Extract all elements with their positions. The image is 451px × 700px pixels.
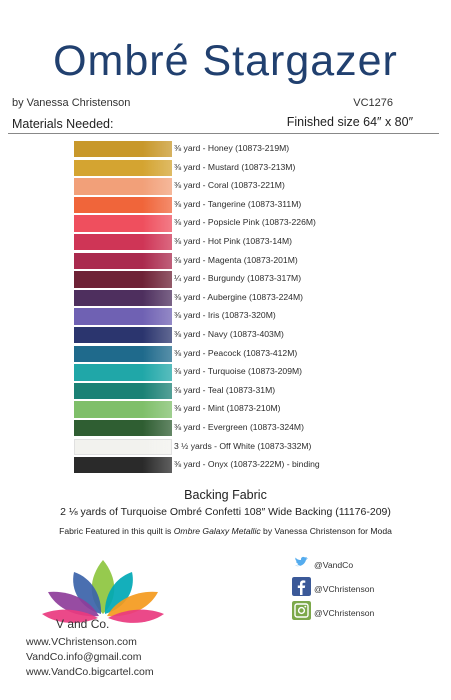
fabric-swatch bbox=[74, 439, 172, 455]
fabric-row bbox=[74, 382, 392, 401]
fabric-label: ⅜ yard - Navy (10873-403M) bbox=[174, 328, 284, 339]
fabric-swatch bbox=[74, 271, 172, 287]
fabric-label: 3 ½ yards - Off White (10873-332M) bbox=[174, 440, 312, 451]
fabric-swatch bbox=[74, 234, 172, 250]
fabric-row bbox=[74, 307, 392, 326]
backing-heading: Backing Fabric bbox=[184, 488, 267, 502]
brand-name: V and Co. bbox=[56, 617, 110, 631]
fabric-label: ⅜ yard - Honey (10873-219M) bbox=[174, 143, 290, 153]
fabric-label: ⅜ yard - Coral (10873-221M) bbox=[174, 180, 285, 191]
fabric-label: ⅜ yard - Mint (10873-210M) bbox=[174, 403, 281, 414]
fabric-swatch bbox=[74, 327, 172, 343]
fabric-swatch bbox=[74, 197, 172, 213]
fabric-label: ⅜ yard - Evergreen (10873-324M) bbox=[174, 421, 304, 432]
fabric-row bbox=[74, 159, 392, 178]
email-link[interactable]: VandCo.info@gmail.com bbox=[26, 651, 142, 663]
backing-description: 2 ⅛ yards of Turquoise Ombré Confetti 108″ Wide Backing (11176-209) bbox=[60, 506, 391, 518]
fabric-row bbox=[74, 363, 392, 382]
fabric-row bbox=[74, 214, 392, 233]
fabric-swatch bbox=[74, 308, 172, 324]
fabric-label: ⅜ yard - Magenta (10873-201M) bbox=[174, 254, 298, 265]
fabric-row bbox=[74, 419, 392, 438]
fabric-swatch bbox=[74, 253, 172, 269]
fabric-label: ⅜ yard - Tangerine (10873-311M) bbox=[174, 198, 302, 209]
fabric-swatch bbox=[74, 290, 172, 306]
instagram-handle: @VChristenson bbox=[314, 608, 375, 618]
featured-collection: Ombre Galaxy Metallic bbox=[173, 526, 261, 536]
fabric-swatch bbox=[74, 457, 172, 473]
fabric-label: ⅜ yard - Onyx (10873-222M) - binding bbox=[174, 459, 320, 470]
fabric-swatch bbox=[74, 141, 172, 157]
featured-note bbox=[0, 526, 451, 536]
contact-links bbox=[26, 635, 154, 680]
facebook-handle: @VChristenson bbox=[314, 584, 375, 594]
twitter-bird-icon bbox=[292, 553, 311, 572]
fabric-list bbox=[74, 140, 392, 475]
pattern-code: VC1276 bbox=[353, 97, 393, 109]
fabric-row bbox=[74, 140, 392, 159]
fabric-swatch bbox=[74, 346, 172, 362]
fabric-label: ⅜ yard - Iris (10873-320M) bbox=[174, 310, 276, 321]
fabric-label: ⅜ yard - Peacock (10873-412M) bbox=[174, 347, 298, 358]
fabric-row bbox=[74, 345, 392, 364]
fabric-label: ⅜ yard - Turquoise (10873-209M) bbox=[174, 366, 303, 377]
designer-byline: by Vanessa Christenson bbox=[12, 97, 131, 109]
facebook-icon bbox=[292, 577, 311, 596]
fabric-swatch bbox=[74, 420, 172, 436]
fabric-swatch bbox=[74, 160, 172, 176]
fabric-row bbox=[74, 400, 392, 419]
fabric-row bbox=[74, 270, 392, 289]
fabric-swatch bbox=[74, 178, 172, 194]
fabric-swatch bbox=[74, 401, 172, 417]
fabric-row bbox=[74, 196, 392, 215]
fabric-label: ⅜ yard - Aubergine (10873-224M) bbox=[174, 291, 303, 302]
fabric-row bbox=[74, 252, 392, 271]
divider bbox=[8, 133, 439, 134]
fabric-swatch bbox=[74, 364, 172, 380]
fabric-label: ⅜ yard - Teal (10873-31M) bbox=[174, 384, 276, 395]
fabric-row bbox=[74, 289, 392, 308]
fabric-row bbox=[74, 233, 392, 252]
fabric-row bbox=[74, 456, 392, 475]
fabric-label: ⅜ yard - Popsicle Pink (10873-226M) bbox=[174, 217, 316, 228]
pattern-title: Ombré Stargazer bbox=[53, 37, 398, 85]
fabric-label: ⅜ yard - Hot Pink (10873-14M) bbox=[174, 235, 292, 246]
twitter-handle: @VandCo bbox=[314, 560, 354, 570]
materials-heading: Materials Needed: bbox=[12, 117, 114, 131]
fabric-swatch bbox=[74, 215, 172, 231]
fabric-swatch bbox=[74, 383, 172, 399]
finished-size: Finished size 64″ x 80″ bbox=[286, 115, 413, 129]
shop-link[interactable]: www.VandCo.bigcartel.com bbox=[26, 666, 154, 678]
featured-prefix: Fabric Featured in this quilt is bbox=[59, 526, 174, 536]
featured-suffix: by Vanessa Christenson for Moda bbox=[260, 526, 392, 536]
fabric-row bbox=[74, 438, 392, 457]
fabric-label: ¼ yard - Burgundy (10873-317M) bbox=[174, 273, 302, 284]
fabric-row bbox=[74, 326, 392, 345]
fabric-label: ⅜ yard - Mustard (10873-213M) bbox=[174, 161, 296, 172]
fabric-row bbox=[74, 177, 392, 196]
instagram-icon bbox=[292, 601, 311, 620]
website-link[interactable]: www.VChristenson.com bbox=[26, 636, 137, 648]
